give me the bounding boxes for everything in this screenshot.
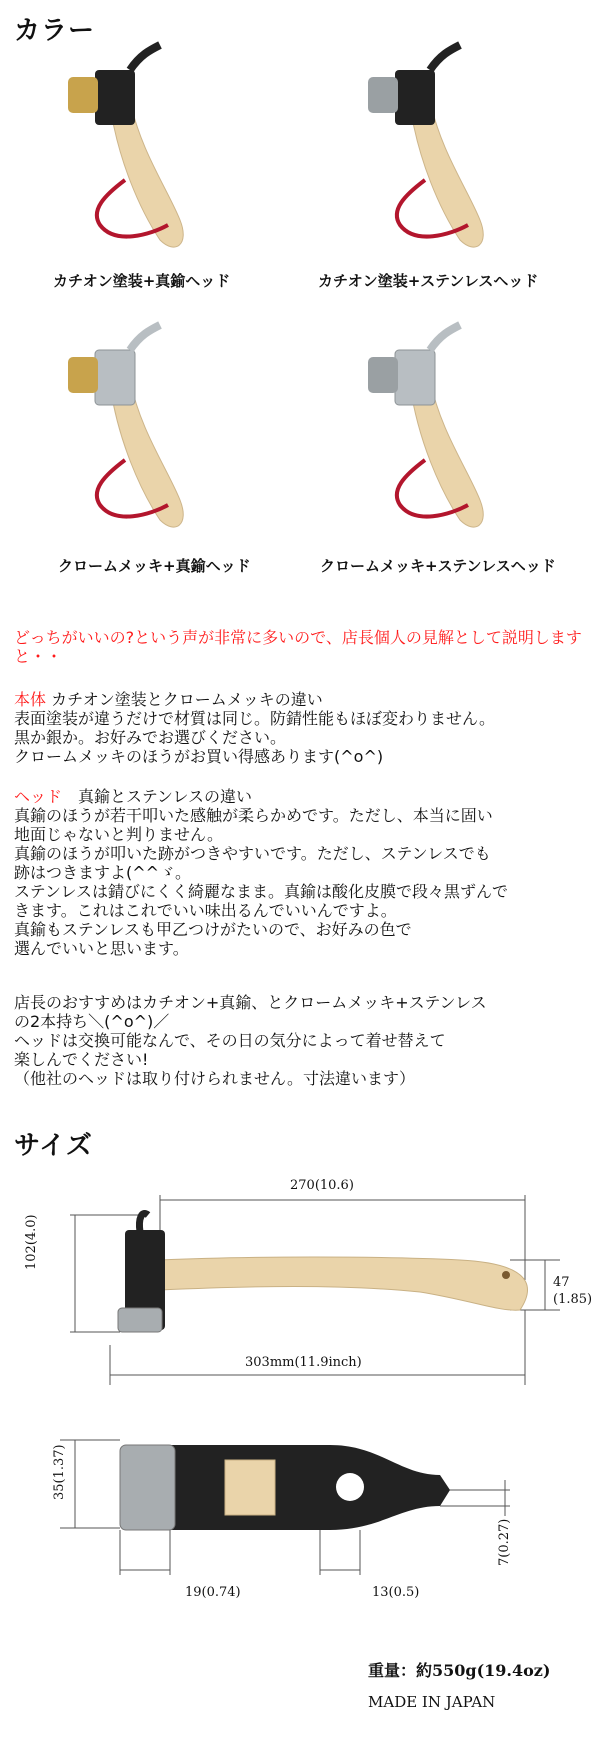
body-label: 本体 xyxy=(14,690,47,709)
intro-text xyxy=(14,628,594,666)
recommend-line: の2本持ち＼(^o^)／ xyxy=(14,1012,170,1031)
variant-card-cation-brass xyxy=(0,30,280,270)
body-explanation xyxy=(14,690,594,766)
dim-face-diameter: 35(1.37) xyxy=(52,1444,67,1500)
hammer-photo-chrome-steel xyxy=(300,310,580,550)
head-line: きます。これはこれでいい味出るんでいいんですよ。 xyxy=(14,901,397,920)
variant-card-cation-steel xyxy=(300,30,580,270)
head-line: 地面じゃないと判りません。 xyxy=(14,825,223,844)
body-line: 表面塗装が違うだけで材質は同じ。防錆性能もほぼ変わりません。 xyxy=(14,709,495,728)
variant-caption: クロームメッキ+ステンレスヘッド xyxy=(320,557,556,575)
color-section-title: カラー xyxy=(14,16,96,46)
head-line: 真鍮もステンレスも甲乙つけがたいので、お好みの色で xyxy=(14,920,412,939)
hammer-photo-chrome-brass xyxy=(0,310,280,550)
size-section-title: サイズ xyxy=(14,1131,93,1161)
recommend-line: （他社のヘッドは取り付けられません。寸法違います） xyxy=(14,1069,415,1088)
recommendation xyxy=(14,993,594,1088)
head-heading-line xyxy=(14,787,594,806)
variant-card-chrome-steel xyxy=(300,310,580,550)
dim-head-height: 102(4.0) xyxy=(24,1214,39,1270)
head-heading: 真鍮とステンレスの違い xyxy=(62,787,253,806)
head-line: 選んでいいと思います。 xyxy=(14,939,189,958)
intro-paragraph: どっちがいいの?という声が非常に多いので、店長個人の見解として説明しますと・・ xyxy=(14,628,582,666)
dim-overall-length: 303mm(11.9inch) xyxy=(245,1355,362,1370)
head-line: 真鍮のほうが叩いた跡がつきやすいです。ただし、ステンレスでも xyxy=(14,844,491,863)
weight-label: 重量：約550g(19.4oz) xyxy=(368,1661,551,1680)
recommend-line: 店長のおすすめはカチオン+真鍮、とクロームメッキ+ステンレス xyxy=(14,993,487,1012)
variant-card-chrome-brass xyxy=(0,310,280,550)
body-heading-line xyxy=(14,690,594,709)
dim-grip-width: 47 xyxy=(553,1275,570,1290)
head-line: ステンレスは錆びにくく綺麗なまま。真鍮は酸化皮膜で段々黒ずんで xyxy=(14,882,509,901)
dim-claw-thickness: 7(0.27) xyxy=(497,1518,512,1566)
side-view-drawing xyxy=(0,1160,600,1410)
variant-caption: クロームメッキ+真鍮ヘッド xyxy=(58,557,251,575)
head-label: ヘッド xyxy=(14,787,63,806)
dim-slot-length: 13(0.5) xyxy=(372,1585,420,1600)
hammer-photo-cation-steel xyxy=(300,30,580,270)
body-heading: カチオン塗装とクロームメッキの違い xyxy=(46,690,323,709)
recommend-line: 楽しんでください! xyxy=(14,1050,149,1069)
head-explanation xyxy=(14,787,594,958)
head-line: 真鍮のほうが若干叩いた感触が柔らかめです。ただし、本当に固い xyxy=(14,806,493,825)
dim-face-length: 19(0.74) xyxy=(185,1585,241,1600)
body-line: クロームメッキのほうがお買い得感あります(^o^) xyxy=(14,747,384,766)
head-line: 跡はつきますよ(^^ゞ。 xyxy=(14,863,192,882)
hammer-photo-cation-brass xyxy=(0,30,280,270)
dim-grip-width-in: (1.85) xyxy=(553,1292,593,1307)
variant-caption: カチオン塗装+真鍮ヘッド xyxy=(53,272,231,290)
variant-caption: カチオン塗装+ステンレスヘッド xyxy=(318,272,539,290)
body-line: 黒か銀か。お好みでお選びください。 xyxy=(14,728,287,747)
made-in-label: MADE IN JAPAN xyxy=(368,1693,496,1711)
dim-total-length: 270(10.6) xyxy=(290,1178,354,1193)
recommend-line: ヘッドは交換可能なんで、その日の気分によって着せ替えて xyxy=(14,1031,446,1050)
